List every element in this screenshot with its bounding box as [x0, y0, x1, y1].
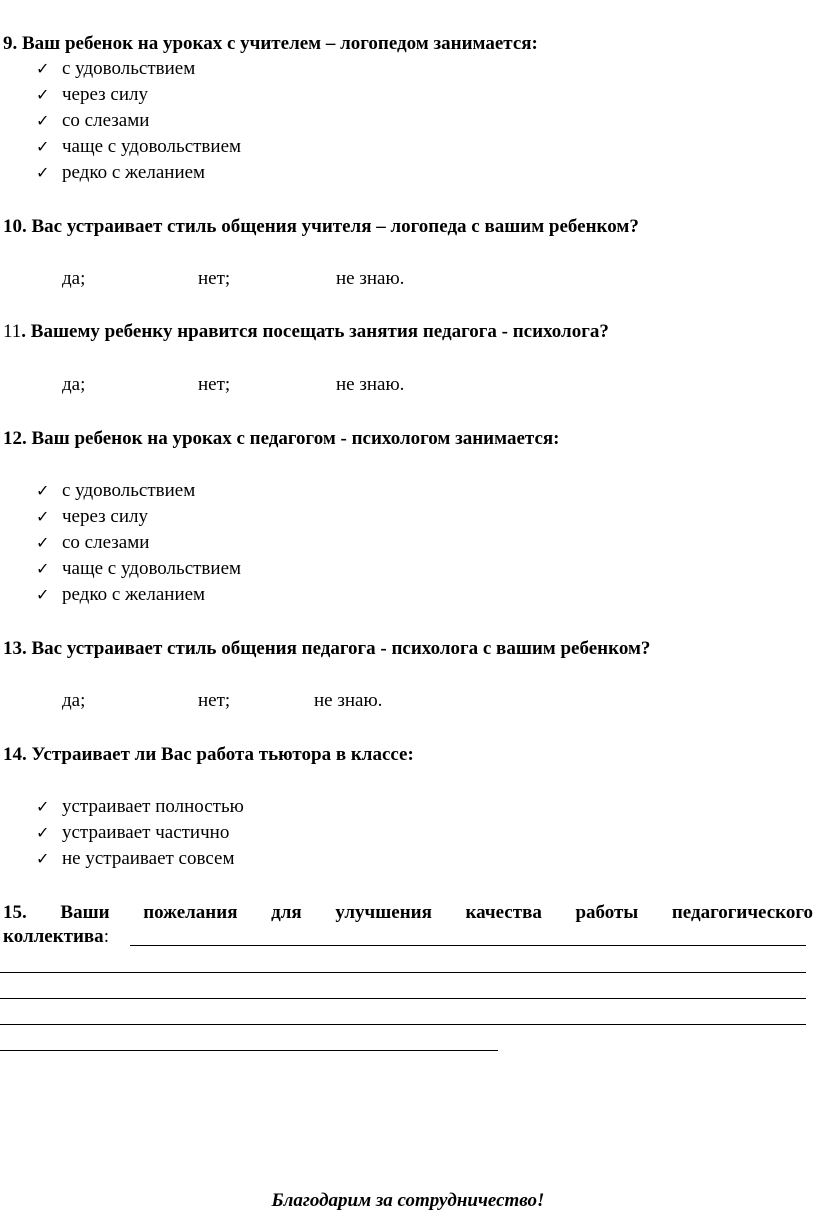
checkmark-icon: ✓ [36, 533, 50, 552]
checkmark-icon: ✓ [36, 507, 50, 526]
checkmark-icon: ✓ [36, 111, 50, 130]
q11-answer-no: нет; [198, 374, 231, 395]
q14-option: ✓ устраивает частично [36, 822, 230, 843]
q13-answer-yes: да; [62, 690, 86, 711]
q13-answer-no: нет; [198, 690, 231, 711]
q12-option: ✓ чаще с удовольствием [36, 558, 242, 579]
answer-line[interactable] [130, 945, 806, 946]
question-9: 9. Ваш ребенок на уроках с учителем – логопедом занимается: [3, 33, 538, 54]
q10-answer-no: нет; [198, 268, 231, 289]
question-14: 14. Устраивает ли Вас работа тьютора в классе: [3, 744, 414, 765]
question-12: 12. Ваш ребенок на уроках с педагогом - психологом занимается: [3, 428, 560, 449]
q12-option: ✓ с удовольствием [36, 480, 196, 501]
question-15-line2: коллектива: [3, 926, 109, 947]
checkmark-icon: ✓ [36, 163, 50, 182]
checkmark-icon: ✓ [36, 823, 50, 842]
q11-answer-dontknow: не знаю. [336, 374, 405, 395]
question-15-line1: 15. Ваши пожелания для улучшения качества работы педагогического [3, 902, 813, 923]
checkmark-icon: ✓ [36, 59, 50, 78]
answer-line[interactable] [0, 1024, 806, 1025]
q12-option: ✓ через силу [36, 506, 148, 527]
checkmark-icon: ✓ [36, 137, 50, 156]
q11-answer-yes: да; [62, 374, 86, 395]
q9-option: ✓ со слезами [36, 110, 150, 131]
q14-option: ✓ не устраивает совсем [36, 848, 235, 869]
q9-option: ✓ чаще с удовольствием [36, 136, 242, 157]
q12-option: ✓ редко с желанием [36, 584, 206, 605]
q13-answer-dontknow: не знаю. [314, 690, 383, 711]
q9-option: ✓ редко с желанием [36, 162, 206, 183]
checkmark-icon: ✓ [36, 481, 50, 500]
q9-option: ✓ с удовольствием [36, 58, 196, 79]
question-11: 11. Вашему ребенку нравится посещать занятия педагога - психолога? [3, 321, 609, 342]
checkmark-icon: ✓ [36, 585, 50, 604]
question-10: 10. Вас устраивает стиль общения учителя – логопеда с вашим ребенком? [3, 216, 639, 237]
q14-option: ✓ устраивает полностью [36, 796, 244, 817]
thanks-message: Благодарим за сотрудничество! [271, 1190, 545, 1211]
checkmark-icon: ✓ [36, 559, 50, 578]
q10-answer-dontknow: не знаю. [336, 268, 405, 289]
q10-answer-yes: да; [62, 268, 86, 289]
checkmark-icon: ✓ [36, 85, 50, 104]
q12-option: ✓ со слезами [36, 532, 150, 553]
question-13: 13. Вас устраивает стиль общения педагога - психолога с вашим ребенком? [3, 638, 651, 659]
checkmark-icon: ✓ [36, 849, 50, 868]
q9-option: ✓ через силу [36, 84, 148, 105]
answer-line[interactable] [0, 1050, 498, 1051]
checkmark-icon: ✓ [36, 797, 50, 816]
answer-line[interactable] [0, 998, 806, 999]
answer-line[interactable] [0, 972, 806, 973]
